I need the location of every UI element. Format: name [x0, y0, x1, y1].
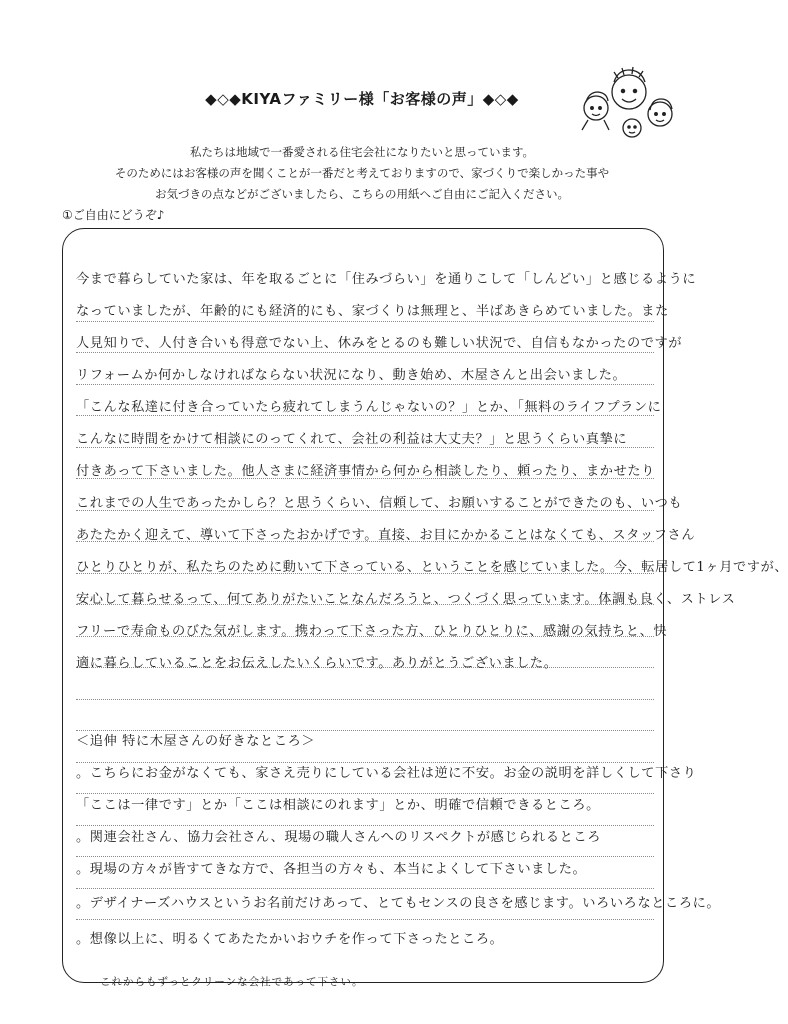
handwritten-line: ひとりひとりが、私たちのために動いて下さっている、ということを感じていました。今、転居して1ヶ月ですが、 — [76, 560, 788, 575]
handwritten-line: 人見知りで、人付き合いも得意でない上、休みをとるのも難しい状況で、自信もなかったのですが — [76, 336, 683, 351]
handwritten-line: 適に暮らしていることをお伝えしたいくらいです。ありがとうございました。 — [76, 656, 558, 671]
handwritten-line: フリーで寿命ものびた気がします。携わって下さった方、ひとりひとりに、感謝の気持ちと、快 — [76, 624, 668, 639]
handwritten-line: これまでの人生であったかしら？と思うくらい、信頼して、お願いすることができたのも、いつも — [76, 496, 683, 511]
handwritten-line: 付きあって下さいました。他人さまに経済事情から何から相談したり、頼ったり、まかせたり — [76, 464, 655, 479]
handwritten-line: リフォームか何かしなければならない状況になり、動き始め、木屋さんと出会いました。 — [76, 368, 627, 383]
handwritten-line: 。こちらにお金がなくても、家さえ売りにしている会社は逆に不安。お金の説明を詳しくして下さり — [76, 766, 697, 781]
handwritten-line: 今まで暮らしていた家は、年を取るごとに「住みづらい」を通りこして「しんどい」と感じるように — [76, 272, 697, 287]
children-illustration — [574, 62, 684, 142]
intro-line: お気づきの点などがございましたら、こちらの用紙へご自由にご記入ください。 — [155, 187, 569, 201]
handwritten-line: 。デザイナーズハウスというお名前だけあって、とてもセンスの良さを感じます。いろいろなところに。 — [76, 896, 721, 911]
handwritten-line: あたたかく迎えて、導いて下さったおかげです。直接、お目にかかることはなくても、スタッフさん — [76, 528, 696, 543]
handwritten-line: こんなに時間をかけて相談にのってくれて、会社の利益は大丈夫？」と思うくらい真摯に — [76, 432, 628, 447]
handwritten-line: 。関連会社さん、協力会社さん、現場の職人さんへのリスペクトが感じられるところ — [76, 830, 601, 845]
intro-line: そのためにはお客様の声を聞くことが一番だと考えておりますので、家づくりで楽しかった事や — [114, 166, 610, 180]
handwritten-line: 「こんな私達に付き合っていたら疲れてしまうんじゃないの？」とか、「無料のライフプランに — [76, 400, 662, 415]
handwritten-line: 「ここは一律です」とか「ここは相談にのれます」とか、明確で信頼できるところ。 — [76, 798, 600, 813]
handwritten-postscript-heading: ＜追伸 特に木屋さんの好きなところ＞ — [76, 734, 316, 749]
handwritten-line: 。想像以上に、明るくてあたたかいおウチを作って下さったところ。 — [76, 932, 504, 947]
handwritten-line: なっていましたが、年齢的にも経済的にも、家づくりは無理と、半ばあきらめていました。また — [76, 304, 669, 319]
intro-text — [0, 142, 724, 205]
intro-line: 私たちは地域で一番愛される住宅会社になりたいと思っています。 — [189, 145, 535, 159]
page-title: ◆◇◆KIYAファミリー様「お客様の声」◆◇◆ — [205, 90, 519, 108]
handwritten-line: 。現場の方々が皆すてきな方で、各担当の方々も、本当によくして下さいました。 — [76, 862, 587, 877]
free-comment-prompt: ①ご自由にどうぞ♪ — [62, 208, 165, 222]
handwritten-line: 安心して暮らせるって、何てありがたいことなんだろうと、つくづく思っています。体調も良く、ストレス — [76, 592, 736, 607]
handwritten-footer: これからもずっとクリーンな会社であって下さい。 — [100, 976, 364, 988]
